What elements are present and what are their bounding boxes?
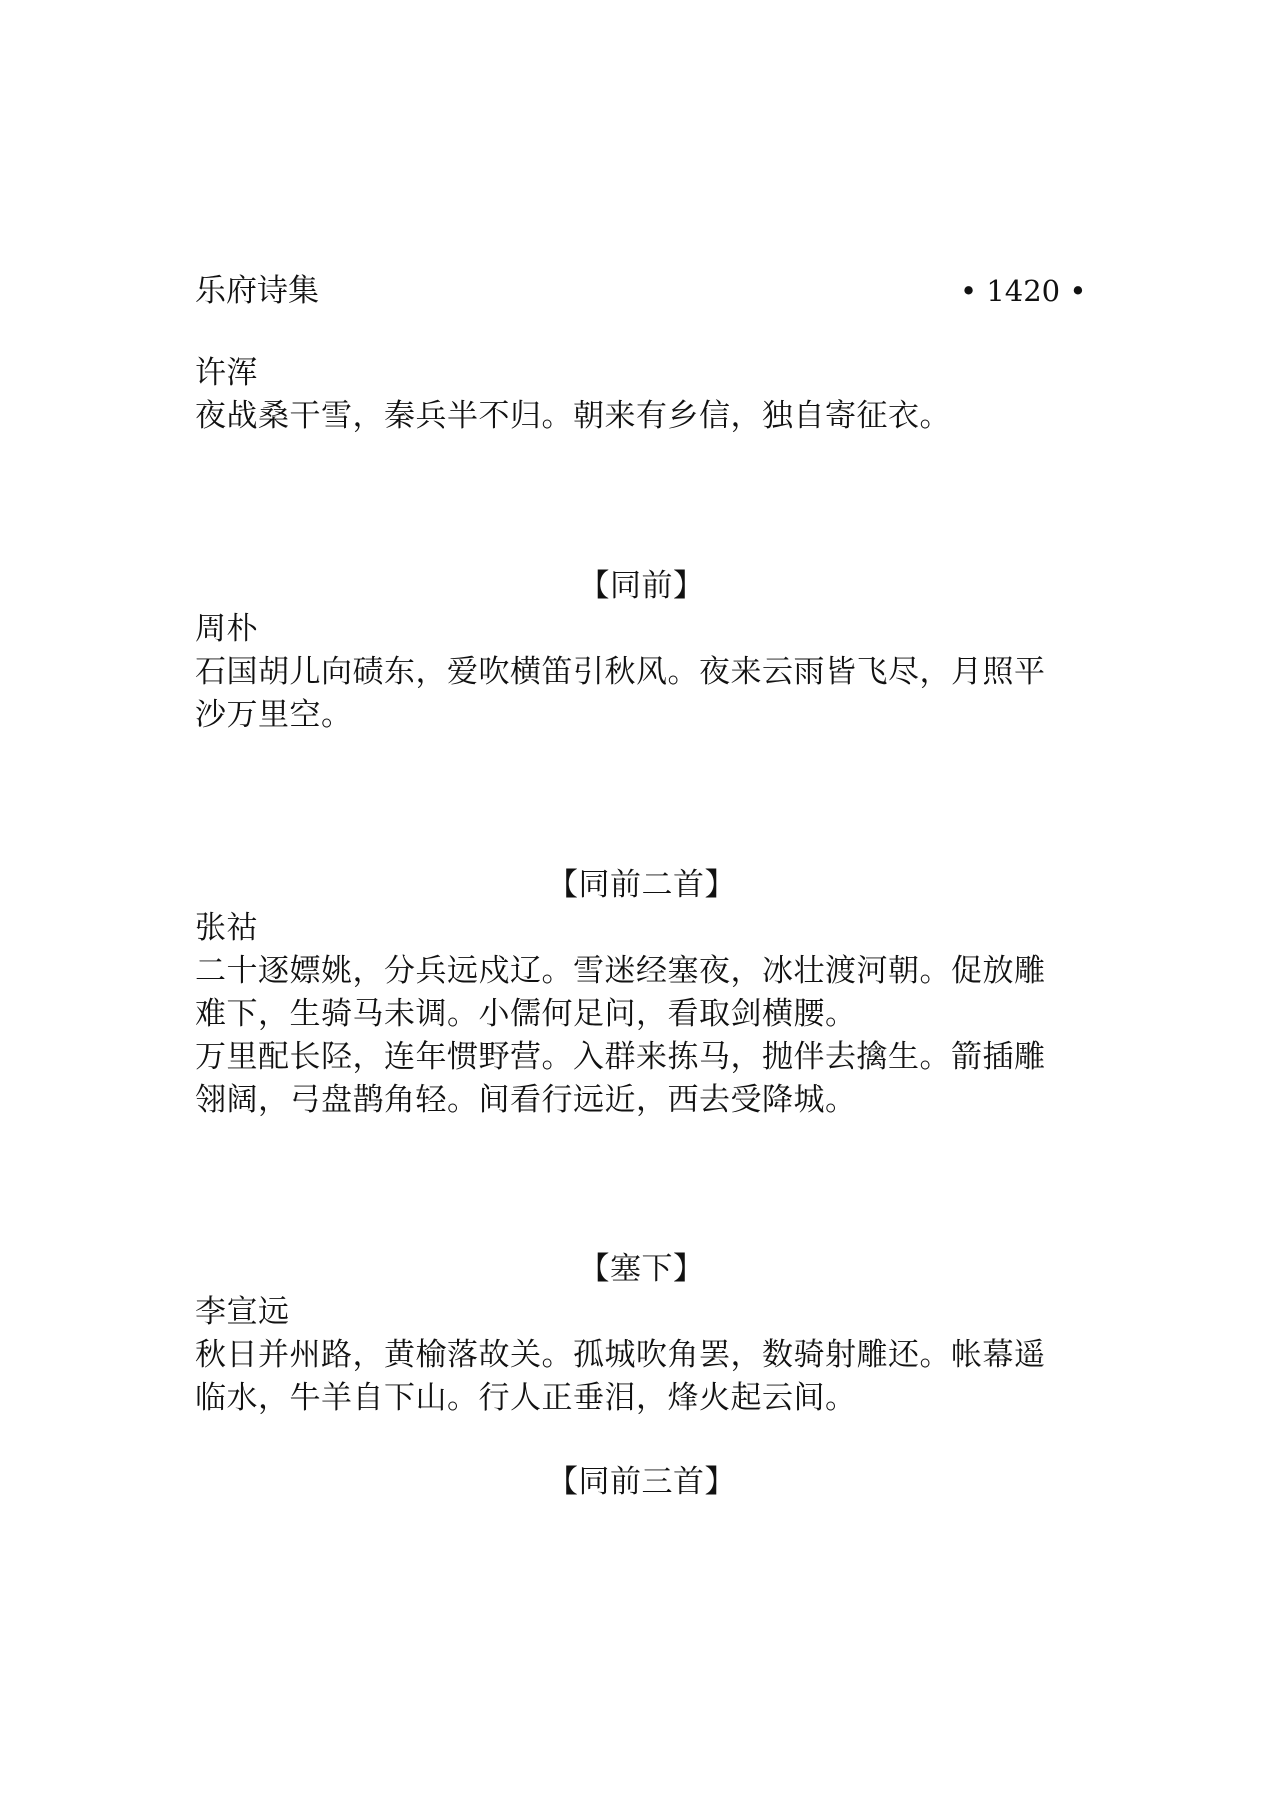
poem-2-heading: 【同前】 [578, 568, 705, 604]
poem-5-heading: 【同前三首】 [547, 1464, 736, 1500]
poem-1-line-1: 夜战桑干雪，秦兵半不归。朝来有乡信，独自寄征衣。 [195, 398, 951, 434]
poem-4-heading: 【塞下】 [578, 1251, 705, 1287]
poem-4-author: 李宣远 [195, 1294, 290, 1330]
poem-3-heading: 【同前二首】 [547, 867, 736, 903]
poem-3-author: 张祜 [195, 910, 258, 946]
poem-3-line-4: 翎阔，弓盘鹊角轻。间看行远近，西去受降城。 [195, 1082, 857, 1118]
poem-4-line-1: 秋日并州路，黄榆落故关。孤城吹角罢，数骑射雕还。帐幕遥 [195, 1337, 1046, 1373]
poem-2-line-1: 石国胡儿向碛东，爱吹横笛引秋风。夜来云雨皆飞尽，月照平 [195, 654, 1046, 690]
poem-2-author: 周朴 [195, 611, 258, 647]
poem-3-line-2: 难下，生骑马未调。小儒何足问，看取剑横腰。 [195, 996, 857, 1032]
poem-3-line-3: 万里配长陉，连年惯野营。入群来拣马，抛伴去擒生。箭插雕 [195, 1039, 1046, 1075]
poem-3-line-1: 二十逐嫖姚，分兵远戍辽。雪迷经塞夜，冰壮渡河朝。促放雕 [195, 953, 1046, 989]
poem-1-author: 许浑 [195, 355, 258, 391]
book-title: 乐府诗集 [195, 273, 319, 309]
page-number: • 1420 • [960, 274, 1087, 308]
poem-4-line-2: 临水，牛羊自下山。行人正垂泪，烽火起云间。 [195, 1380, 857, 1416]
poem-2-line-2: 沙万里空。 [195, 697, 353, 733]
